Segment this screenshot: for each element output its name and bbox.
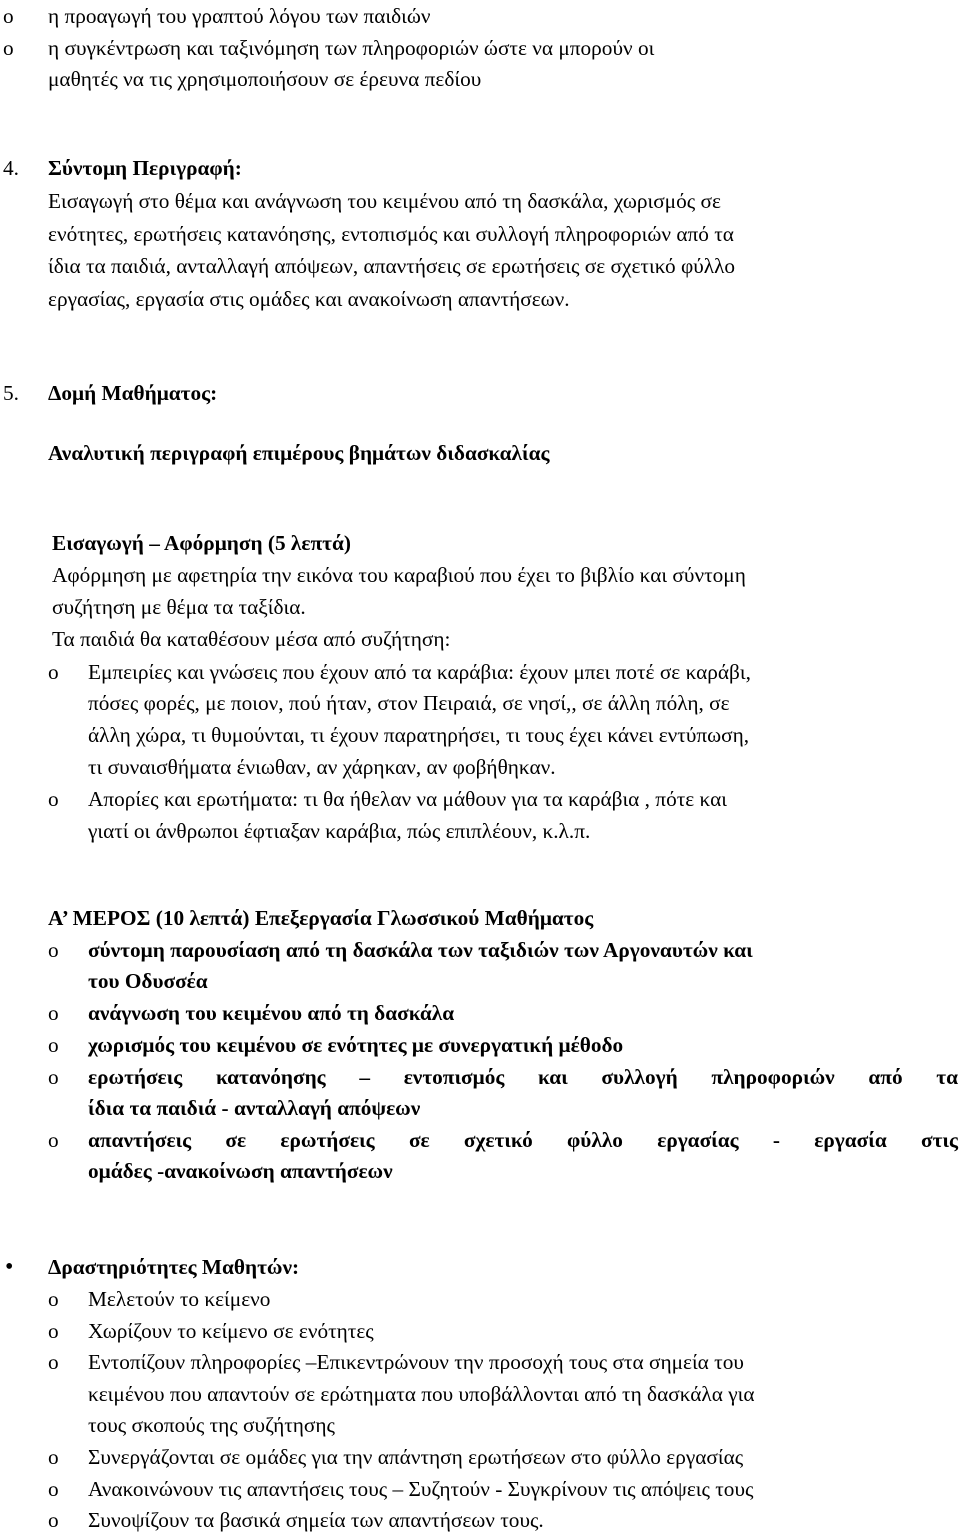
bullet-text: γιατί οι άνθρωποι έφτιαξαν καράβια, πώς επιπλέουν, κ.λ.π. xyxy=(88,819,591,843)
bullet-text: Χωρίζουν το κείμενο σε ενότητες xyxy=(88,1319,374,1343)
bullet-text: η προαγωγή του γραπτού λόγου των παιδιών xyxy=(48,4,431,28)
section-number: 4. xyxy=(3,156,19,180)
bullet-marker: o xyxy=(48,1445,59,1469)
bullet-marker: o xyxy=(48,1065,59,1089)
section-heading: Δομή Μαθήματος: xyxy=(48,381,218,405)
paragraph-line: ίδια τα παιδιά, ανταλλαγή απόψεων, απαντήσεις σε ερωτήσεις σε σχετικό φύλλο xyxy=(48,254,736,278)
bullet-text: σύντομη παρουσίαση από τη δασκάλα των ταξιδιών των Αργοναυτών και xyxy=(88,938,753,962)
bullet-text: ομάδες -ανακοίνωση απαντήσεων xyxy=(88,1159,393,1183)
section-subheading: Αναλυτική περιγραφή επιμέρους βημάτων διδασκαλίας xyxy=(48,441,550,465)
section-number: 5. xyxy=(3,381,19,405)
bullet-text: Εντοπίζουν πληροφορίες –Επικεντρώνουν την προσοχή τους στα σημεία του xyxy=(88,1350,744,1374)
bullet-text: άλλη χώρα, τι θυμούνται, τι έχουν παρατηρήσει, τι τους έχει κάνει εντύπωση, xyxy=(88,723,750,747)
bullet-marker: o xyxy=(48,1001,59,1025)
bullet-marker: o xyxy=(48,1128,59,1152)
part-a-heading: Α’ ΜΕΡΟΣ (10 λεπτά) Επεξεργασία Γλωσσικού Μαθήματος xyxy=(48,906,594,930)
bullet-marker: o xyxy=(48,1319,59,1343)
paragraph-line: εργασίας, εργασία στις ομάδες και ανακοίνωση απαντήσεων. xyxy=(48,287,570,311)
bullet-text: Συνεργάζονται σε ομάδες για την απάντηση ερωτήσεων στο φύλλο εργασίας xyxy=(88,1445,744,1469)
bullet-text: Μελετούν το κείμενο xyxy=(88,1287,271,1311)
bullet-text: ερωτήσεις κατανόησης – εντοπισμός και συλλογή πληροφοριών από τα xyxy=(88,1065,958,1089)
paragraph-line: Αφόρμηση με αφετηρία την εικόνα του καραβιού που έχει το βιβλίο και σύντομη xyxy=(52,563,746,587)
bullet-marker: o xyxy=(48,1508,59,1532)
bullet-marker: • xyxy=(5,1254,14,1280)
bullet-text: Συνοψίζουν τα βασικά σημεία των απαντήσεων τους. xyxy=(88,1508,544,1532)
intro-heading: Εισαγωγή – Αφόρμηση (5 λεπτά) xyxy=(52,531,351,555)
activities-heading: Δραστηριότητες Μαθητών: xyxy=(48,1255,300,1279)
bullet-text: η συγκέντρωση και ταξινόμηση των πληροφοριών ώστε να μπορούν οι xyxy=(48,36,655,60)
bullet-marker: o xyxy=(48,1350,59,1374)
bullet-marker: o xyxy=(3,4,14,28)
bullet-marker: o xyxy=(48,660,59,684)
paragraph-line: ενότητες, ερωτήσεις κατανόησης, εντοπισμός και συλλογή πληροφοριών από τα xyxy=(48,222,734,246)
bullet-text: ίδια τα παιδιά - ανταλλαγή απόψεων xyxy=(88,1096,421,1120)
bullet-text: Ανακοινώνουν τις απαντήσεις τους – Συζητούν - Συγκρίνουν τις απόψεις τους xyxy=(88,1477,754,1501)
bullet-marker: o xyxy=(48,1033,59,1057)
bullet-marker: o xyxy=(48,1477,59,1501)
bullet-text: Εμπειρίες και γνώσεις που έχουν από τα καράβια: έχουν μπει ποτέ σε καράβι, xyxy=(88,660,751,684)
bullet-text: τι συναισθήματα ένιωθαν, αν χάρηκαν, αν φοβήθηκαν. xyxy=(88,755,556,779)
bullet-marker: o xyxy=(3,36,14,60)
bullet-marker: o xyxy=(48,938,59,962)
bullet-text: πόσες φορές, με ποιον, πού ήταν, στον Πειραιά, σε νησί,, σε άλλη πόλη, σε xyxy=(88,691,730,715)
bullet-text: του Οδυσσέα xyxy=(88,969,208,993)
bullet-text: ανάγνωση του κειμένου από τη δασκάλα xyxy=(88,1001,455,1025)
section-heading: Σύντομη Περιγραφή: xyxy=(48,156,242,180)
bullet-marker: o xyxy=(48,1287,59,1311)
paragraph-line: Εισαγωγή στο θέμα και ανάγνωση του κειμένου από τη δασκάλα, χωρισμός σε xyxy=(48,189,721,213)
bullet-text: Απορίες και ερωτήματα: τι θα ήθελαν να μάθουν για τα καράβια , πότε και xyxy=(88,787,727,811)
paragraph-line: συζήτηση με θέμα τα ταξίδια. xyxy=(52,595,306,619)
paragraph-line: Τα παιδιά θα καταθέσουν μέσα από συζήτηση: xyxy=(52,627,451,651)
bullet-text: χωρισμός του κειμένου σε ενότητες με συνεργατική μέθοδο xyxy=(88,1033,624,1057)
bullet-text: τους σκοπούς της συζήτησης xyxy=(88,1413,335,1437)
bullet-text: μαθητές να τις χρησιμοποιήσουν σε έρευνα πεδίου xyxy=(48,67,482,91)
bullet-text: απαντήσεις σε ερωτήσεις σε σχετικό φύλλο εργασίας - εργασία στις xyxy=(88,1128,958,1152)
bullet-marker: o xyxy=(48,787,59,811)
bullet-text: κειμένου που απαντούν σε ερώτηματα που υποβάλλονται από τη δασκάλα για xyxy=(88,1382,755,1406)
